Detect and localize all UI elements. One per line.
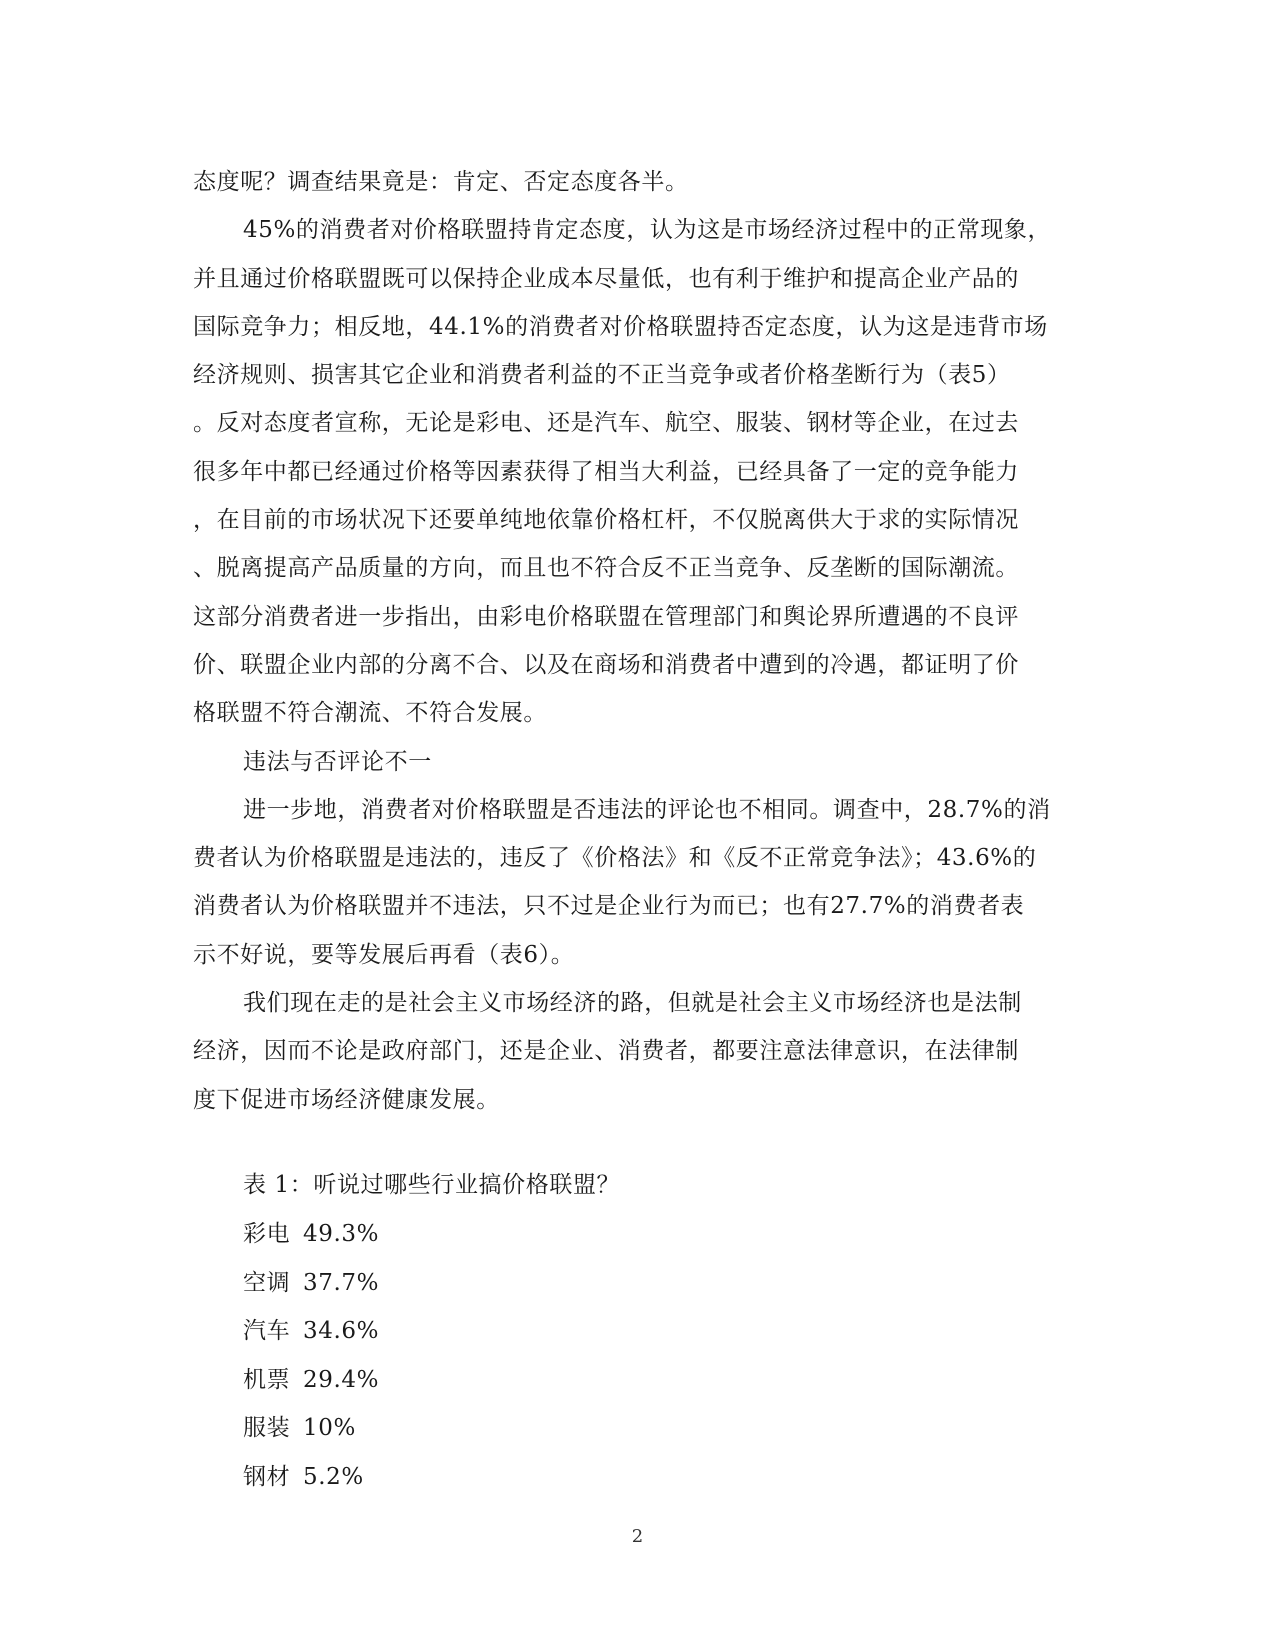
industry-label: 汽车 [243, 1318, 291, 1345]
table-1-title: 表 1：听说过哪些行业搞价格联盟？ [243, 1172, 621, 1198]
table-row [243, 1259, 379, 1308]
text-line: 、脱离提高产品质量的方向，而且也不符合反不正当竞争、反垄断的国际潮流。 [193, 555, 1019, 582]
industry-label: 空调 [243, 1269, 291, 1296]
text-line: 价、联盟企业内部的分离不合、以及在商场和消费者中遭到的冷遇，都证明了价 [193, 651, 1019, 678]
text-line: 费者认为价格联盟是违法的，违反了《价格法》和《反不正常竞争法》；43.6%的 [193, 845, 1037, 872]
industry-label: 服装 [243, 1415, 291, 1442]
text-line: 这部分消费者进一步指出，由彩电价格联盟在管理部门和舆论界所遭遇的不良评 [193, 603, 1019, 630]
text-line: 很多年中都已经通过价格等因素获得了相当大利益，已经具备了一定的竞争能力 [193, 458, 1019, 485]
percentage-value: 49.3% [303, 1221, 380, 1247]
text-line: 国际竞争力；相反地，44.1%的消费者对价格联盟持否定态度，认为这是违背市场 [193, 313, 1048, 340]
text-line: 经济，因而不论是政府部门，还是企业、消费者，都要注意法律意识，在法律制 [193, 1038, 1019, 1065]
text-line: 格联盟不符合潮流、不符合发展。 [193, 700, 547, 727]
text-line: 。反对态度者宣称，无论是彩电、还是汽车、航空、服装、钢材等企业，在过去 [193, 410, 1019, 437]
body-text [193, 158, 1085, 1124]
text-line: ，在目前的市场状况下还要单纯地依靠价格杠杆，不仅脱离供大于求的实际情况 [193, 507, 1019, 534]
text-line: 示不好说，要等发展后再看（表6）。 [193, 941, 575, 968]
table-1-list [243, 1210, 379, 1502]
table-row [243, 1210, 379, 1259]
text-line: 并且通过价格联盟既可以保持企业成本尽量低，也有利于维护和提高企业产品的 [193, 265, 1019, 292]
table-row [243, 1356, 379, 1405]
text-line: 45%的消费者对价格联盟持肯定态度，认为这是市场经济过程中的正常现象， [243, 217, 1052, 244]
industry-label: 机票 [243, 1366, 291, 1393]
percentage-value: 10% [303, 1415, 356, 1442]
percentage-value: 5.2% [303, 1463, 364, 1490]
text-line: 违法与否评论不一 [243, 748, 432, 775]
text-line: 度下促进市场经济健康发展。 [193, 1086, 500, 1113]
page-number: 2 [631, 1526, 644, 1547]
percentage-value: 34.6% [303, 1318, 380, 1345]
text-line: 我们现在走的是社会主义市场经济的路，但就是社会主义市场经济也是法制 [243, 990, 1022, 1017]
percentage-value: 37.7% [303, 1269, 380, 1296]
industry-label: 彩电 [243, 1221, 291, 1247]
industry-label: 钢材 [243, 1463, 291, 1490]
table-row [243, 1453, 379, 1502]
percentage-value: 29.4% [303, 1366, 380, 1393]
text-line: 消费者认为价格联盟并不违法，只不过是企业行为而已；也有27.7%的消费者表 [193, 893, 1025, 920]
text-line: 态度呢？调查结果竟是：肯定、否定态度各半。 [193, 169, 689, 195]
table-row [243, 1307, 379, 1356]
text-line: 经济规则、损害其它企业和消费者利益的不正当竞争或者价格垄断行为（表5） [193, 362, 1011, 389]
table-row [243, 1404, 379, 1453]
text-line: 进一步地，消费者对价格联盟是否违法的评论也不相同。调查中，28.7%的消 [243, 796, 1051, 823]
